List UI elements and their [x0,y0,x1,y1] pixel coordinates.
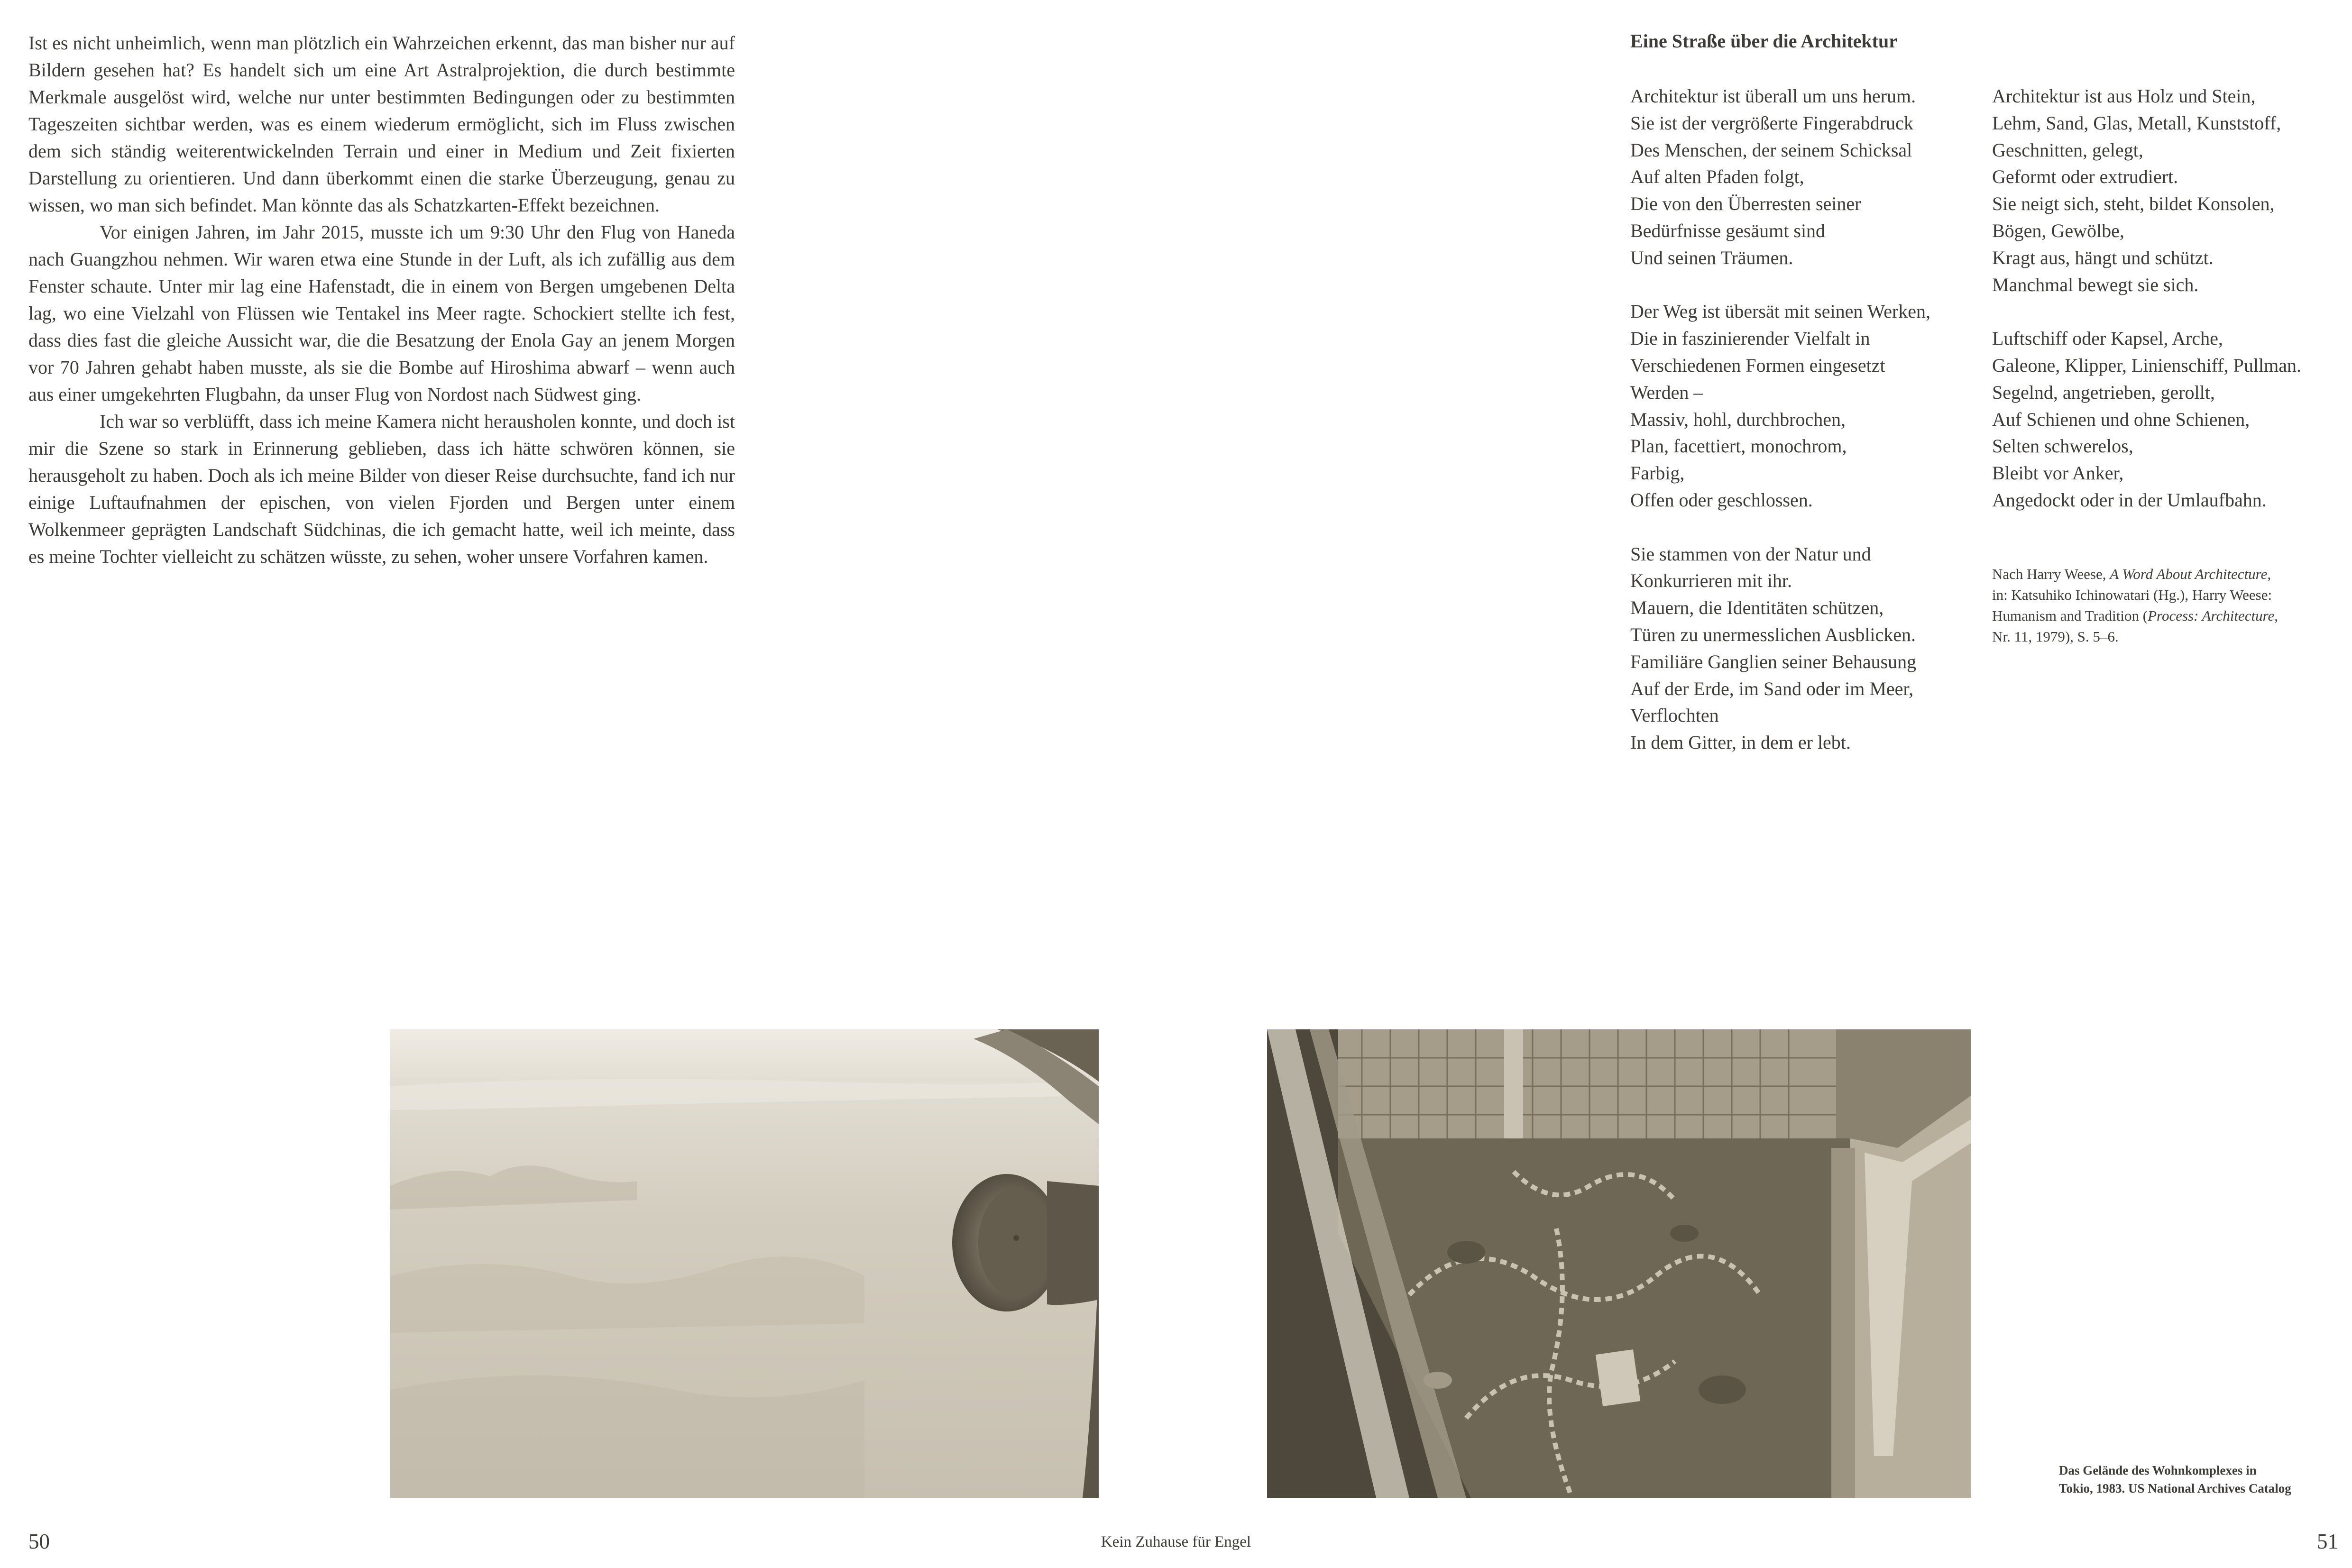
poem-line: Und seinen Träumen. [1630,247,1793,268]
courtyard-photo [1267,1029,1971,1498]
essay-text [28,29,735,570]
poem-line: Türen zu unermesslichen Ausblicken. [1630,624,1916,645]
poem-line: Des Menschen, der seinem Schicksal [1630,139,1912,161]
poem-stanza [1992,83,2301,298]
poem-stanza [1630,541,1930,756]
poem-line: Bedürfnisse gesäumt sind [1630,220,1826,241]
photo-caption [2059,1461,2291,1497]
poem-line: Bleibt vor Anker, [1992,462,2124,484]
poem-line: Werden – [1630,381,1703,403]
poem-line: Segelnd, angetrieben, gerollt, [1992,381,2215,403]
source-text: Nach Harry Weese, [1992,566,2110,582]
poem-stanza [1630,83,1930,272]
poem-line: Luftschiff oder Kapsel, Arche, [1992,328,2223,349]
poem-column-2 [1992,83,2301,541]
poem-line: Manchmal bewegt sie sich. [1992,274,2199,295]
source-line: in: Katsuhiko Ichinowatari (Hg.), Harry Weese: [1992,587,2272,603]
poem-line: Konkurrieren mit ihr. [1630,570,1792,592]
poem-line: Massiv, hohl, durchbrochen, [1630,408,1846,430]
page-number-right: 51 [2317,1530,2338,1553]
poem-source-note [1992,564,2278,647]
essay-paragraph-2: Vor einigen Jahren, im Jahr 2015, musste ich um 9:30 Uhr den Flug von Haneda nach Guangzhou nehmen. Wir waren etwa eine Stunde in der Luft, als ich zufällig aus dem Fenster schaute. Unter mir lag eine Hafenstadt, die in einem von Bergen umgebenen Delta lag, wo eine Vielzahl von Flüssen wie Tentakel ins Meer ragte. Schockiert stellte ich fest, dass dies fast die gleiche Aussicht war, die die Besatzung der Enola Gay an jenem Morgen vor 70 Jahren gehabt haben musste, als sie die Bombe auf Hiroshima abwarf – wenn auch aus einer umgekehrten Flugbahn, da unser Flug von Nordost nach Südwest ging. [28,221,735,405]
poem-line: Angedockt oder in der Umlaufbahn. [1992,489,2267,511]
poem-line: Architektur ist überall um uns herum. [1630,85,1916,107]
poem-line: Kragt aus, hängt und schützt. [1992,247,2214,268]
source-line [1992,605,2278,626]
poem-line: Plan, facettiert, monochrom, [1630,435,1847,457]
poem-line: Auf Schienen und ohne Schienen, [1992,408,2250,430]
poem-line: Die von den Überresten seiner [1630,193,1861,215]
poem-line: Geformt oder extrudiert. [1992,166,2178,188]
poem-line: Auf alten Pfaden folgt, [1630,166,1804,188]
source-title: Process: Architecture [2148,607,2275,624]
poem-line: Der Weg ist übersät mit seinen Werken, [1630,301,1931,322]
poem-line: Architektur ist aus Holz und Stein, [1992,85,2256,107]
poem-line: Bögen, Gewölbe, [1992,220,2124,241]
poem-line: Die in faszinierender Vielfalt in [1630,328,1870,349]
source-text: , [2274,607,2278,624]
source-text: Humanism and Tradition ( [1992,607,2148,624]
poem-line: Auf der Erde, im Sand oder im Meer, [1630,678,1914,699]
poem-line: Lehm, Sand, Glas, Metall, Kunststoff, [1992,112,2281,134]
poem-line: Geschnitten, gelegt, [1992,139,2143,161]
caption-line: Tokio, 1983. US National Archives Catalog [2059,1481,2291,1495]
page-number-left: 50 [28,1530,50,1553]
poem-line: Sie stammen von der Natur und [1630,543,1871,565]
source-text: , [2267,566,2271,582]
poem-line: Mauern, die Identitäten schützen, [1630,597,1884,619]
poem-line: Familiäre Ganglien seiner Behausung [1630,651,1917,672]
source-line [1992,564,2278,585]
poem-title: Eine Straße über die Architektur [1630,30,1897,52]
poem-line: Offen oder geschlossen. [1630,489,1813,511]
poem-line: Galeone, Klipper, Linienschiff, Pullman. [1992,354,2301,376]
poem-line: Verflochten [1630,705,1719,726]
poem-column-1 [1630,83,1930,783]
poem-line: Sie neigt sich, steht, bildet Konsolen, [1992,193,2275,215]
running-title: Kein Zuhause für Engel [1101,1533,1251,1550]
source-line: Nr. 11, 1979), S. 5–6. [1992,628,2119,645]
essay-paragraph-3: Ich war so verblüfft, dass ich meine Kamera nicht herausholen konnte, und doch ist mir die Szene so stark in Erinnerung geblieben, dass ich hätte schwören können, sie herausgeholt zu haben. Doch als ich meine Bilder von dieser Reise durchsuchte, fand ich nur einige Luftaufnahmen der epischen, von vielen Fjorden und Bergen unter einem Wolkenmeer geprägten Landschaft Südchinas, die ich gemacht hatte, weil ich meinte, dass es meine Tochter vielleicht zu schätzen wüsste, zu sehen, woher unsere Vorfahren kamen. [28,411,735,567]
source-title: A Word About Architecture [2110,566,2268,582]
poem-line: In dem Gitter, in dem er lebt. [1630,732,1851,753]
poem-line: Selten schwerelos, [1992,435,2133,457]
poem-stanza [1630,298,1930,513]
aerial-photo [390,1029,1099,1498]
caption-line: Das Gelände des Wohnkomplexes in [2059,1463,2257,1477]
poem-line: Farbig, [1630,462,1685,484]
poem-line: Sie ist der vergrößerte Fingerabdruck [1630,112,1913,134]
poem-stanza [1992,325,2301,514]
poem-line: Verschiedenen Formen eingesetzt [1630,354,1885,376]
essay-paragraph-1: Ist es nicht unheimlich, wenn man plötzlich ein Wahrzeichen erkennt, das man bisher nur auf Bildern gesehen hat? Es handelt sich um eine Art Astralprojektion, die durch bestimmte Merkmale ausgelöst wird, welche nur unter bestimmten Bedingungen oder zu bestimmten Tageszeiten sichtbar werden, was es einem wiederum ermöglicht, sich im Fluss zwischen dem sich ständig weiterentwickelnden Terrain und einer in Medium und Zeit fixierten Darstellung zu orientieren. Und dann überkommt einen die starke Überzeugung, genau zu wissen, wo man sich befindet. Man könnte das als Schatzkarten-Effekt bezeichnen. [28,32,735,216]
